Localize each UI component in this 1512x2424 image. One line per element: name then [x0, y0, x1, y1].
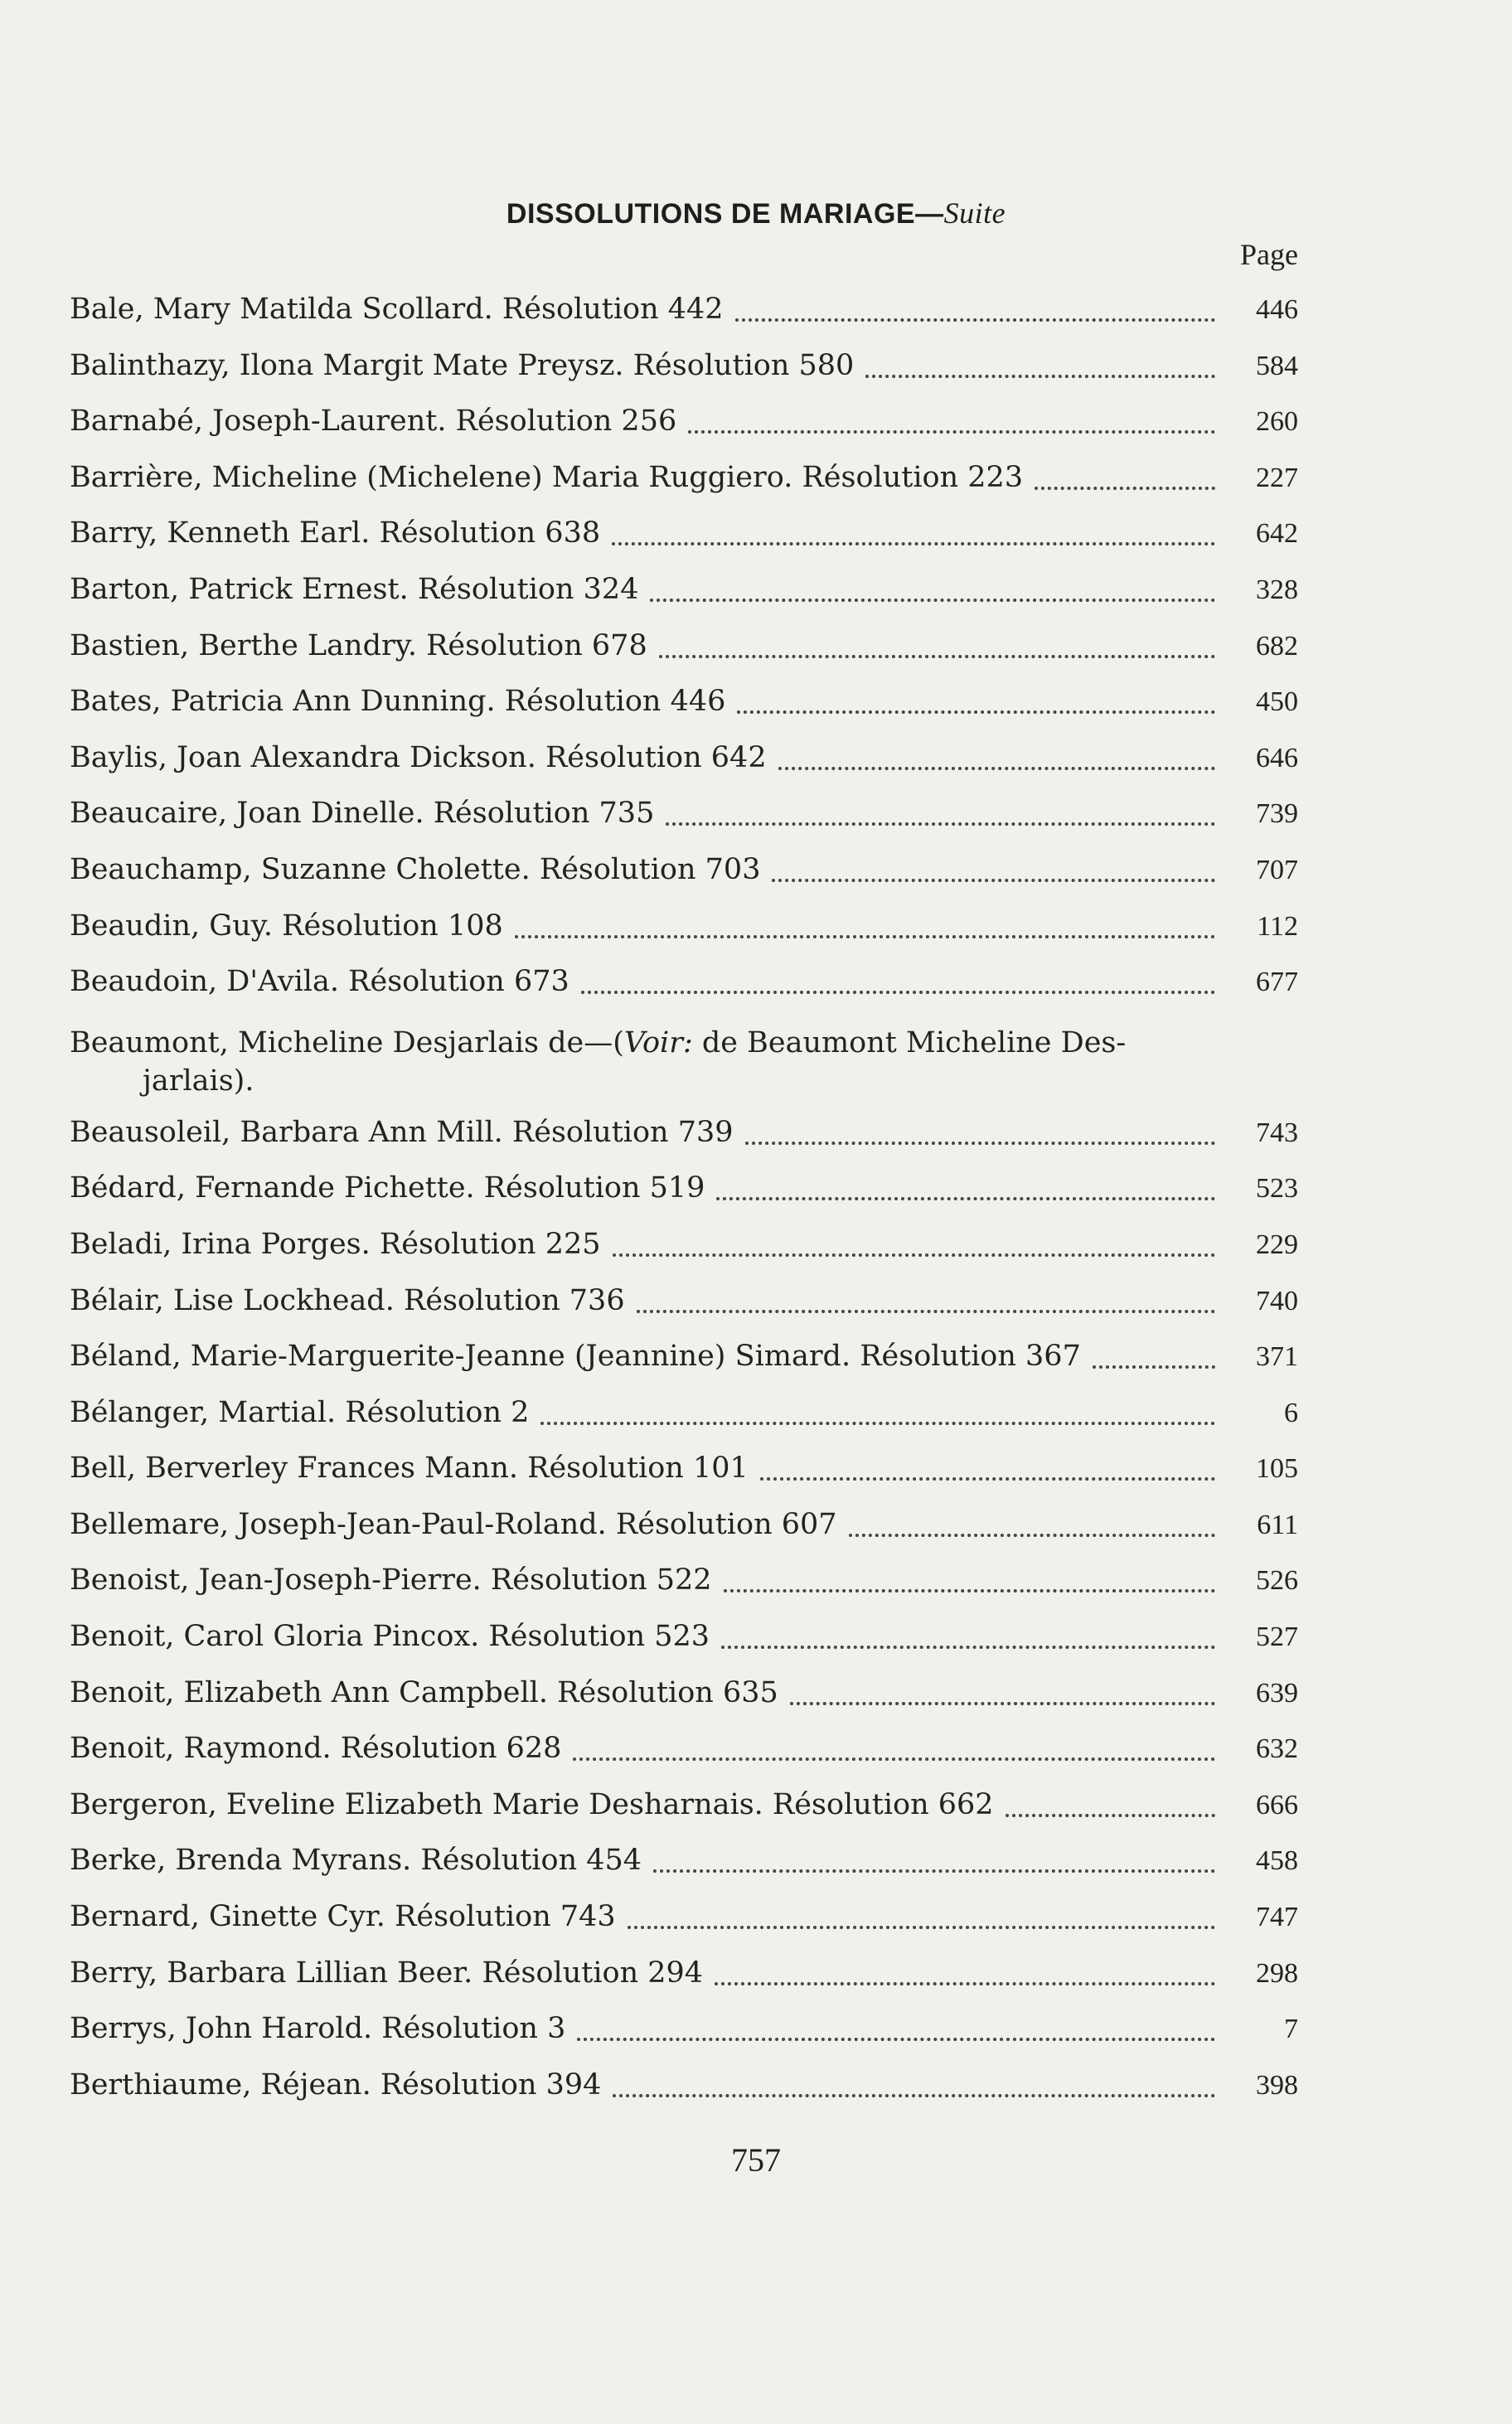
dot-leader: [849, 1497, 1215, 1554]
dot-leader: [515, 899, 1215, 955]
entry-page-number: 682: [1256, 630, 1298, 662]
entry-text: Barrière, Micheline (Michelene) Maria Ruggiero. Résolution 223: [70, 460, 1024, 494]
entry-page-number: 527: [1256, 1622, 1298, 1653]
entry-text: Balinthazy, Ilona Margit Mate Preysz. Résolution 580: [70, 348, 855, 382]
index-entry: [70, 2001, 1298, 2058]
entry-page-number: 526: [1256, 1565, 1298, 1597]
entry-text: Bergeron, Eveline Elizabeth Marie Desharnais. Résolution 662: [70, 1787, 994, 1821]
index-entry: [70, 1105, 1298, 1161]
dot-leader: [628, 1889, 1215, 1946]
entry-page-number: 666: [1256, 1789, 1298, 1820]
entry-page-number: 642: [1256, 518, 1298, 550]
entry-text: Barnabé, Joseph-Laurent. Résolution 256: [70, 405, 677, 439]
dot-leader: [581, 954, 1215, 1011]
entry-text: Berry, Barbara Lillian Beer. Résolution 294: [70, 1956, 704, 1990]
entry-page-number: 450: [1256, 686, 1298, 718]
index-entry: [70, 1777, 1298, 1834]
dot-leader: [612, 506, 1215, 562]
index-entry: [70, 394, 1298, 450]
entry-text: Barry, Kenneth Earl. Résolution 638: [70, 516, 601, 550]
page-column-label: Page: [1240, 238, 1298, 271]
entry-page-number: 743: [1256, 1117, 1298, 1148]
entry-page-number: 639: [1256, 1677, 1298, 1709]
index-entry: [70, 618, 1298, 675]
dot-leader: [716, 1161, 1215, 1217]
entry-page-number: 584: [1256, 350, 1298, 381]
dot-leader: [688, 394, 1215, 450]
entry-page-number: 707: [1256, 854, 1298, 885]
entry-page-number: 739: [1256, 798, 1298, 830]
entry-page-number: 328: [1256, 574, 1298, 605]
dot-leader: [715, 1946, 1215, 2002]
entry-text: Beladi, Irina Porges. Résolution 225: [70, 1227, 601, 1261]
index-entry: [70, 282, 1298, 338]
entry-page-number: 677: [1256, 967, 1298, 998]
index-entry: [70, 899, 1298, 955]
section-title-suffix: Suite: [943, 196, 1006, 230]
dot-leader: [790, 1665, 1215, 1722]
entry-text: Benoit, Carol Gloria Pincox. Résolution 523: [70, 1620, 710, 1654]
dot-leader: [772, 842, 1215, 899]
cross-reference-end: de Beaumont Micheline Des-: [692, 1025, 1127, 1059]
dot-leader: [724, 1553, 1215, 1609]
index-entry: [70, 1497, 1298, 1554]
index-entry: [70, 450, 1298, 507]
entry-text: Bélanger, Martial. Résolution 2: [70, 1395, 530, 1429]
voir-label: Voir:: [623, 1025, 693, 1059]
entry-text: Bédard, Fernande Pichette. Résolution 519: [70, 1171, 705, 1205]
dot-leader: [653, 1833, 1215, 1889]
dot-leader: [659, 618, 1215, 675]
entry-text: Bates, Patricia Ann Dunning. Résolution 446: [70, 685, 726, 719]
dot-leader: [613, 1217, 1215, 1273]
dot-leader: [650, 562, 1215, 618]
index-entry: [70, 506, 1298, 562]
entry-page-number: 371: [1256, 1341, 1298, 1373]
dot-leader: [760, 1441, 1215, 1497]
dot-leader: [540, 1385, 1215, 1442]
section-title: DISSOLUTIONS DE MARIAGE—: [506, 198, 944, 230]
entry-text: Berthiaume, Réjean. Résolution 394: [70, 2068, 602, 2102]
entry-page-number: 260: [1256, 406, 1298, 438]
entry-text: Bell, Berverley Frances Mann. Résolution 101: [70, 1452, 749, 1486]
section-heading: [0, 196, 1512, 230]
dot-leader: [666, 786, 1215, 842]
entry-page-number: 7: [1284, 2014, 1298, 2045]
dot-leader: [865, 338, 1215, 395]
index-entries: [70, 282, 1298, 2113]
index-entry: [70, 1385, 1298, 1442]
index-entry: [70, 1329, 1298, 1385]
index-entry: [70, 730, 1298, 787]
entry-text: Benoist, Jean-Joseph-Pierre. Résolution 522: [70, 1563, 712, 1597]
index-entry: [70, 1217, 1298, 1273]
index-entry: [70, 338, 1298, 395]
entry-page-number: 611: [1257, 1509, 1298, 1540]
entry-page-number: 112: [1257, 910, 1298, 942]
entry-text: Benoit, Raymond. Résolution 628: [70, 1732, 562, 1766]
entry-text: Baylis, Joan Alexandra Dickson. Résolution 642: [70, 740, 767, 774]
entry-page-number: 646: [1256, 742, 1298, 773]
index-entry: [70, 2058, 1298, 2114]
index-entry: [70, 562, 1298, 618]
index-entry: [70, 786, 1298, 842]
entry-page-number: 446: [1256, 294, 1298, 325]
entry-text: Beaudoin, D'Avila. Résolution 673: [70, 965, 569, 999]
entry-text: Beaucaire, Joan Dinelle. Résolution 735: [70, 797, 655, 831]
cross-reference-line-1: [70, 1024, 1205, 1062]
dot-leader: [778, 730, 1215, 787]
entry-text: Berke, Brenda Myrans. Résolution 454: [70, 1844, 642, 1878]
entry-text: Bastien, Berthe Landry. Résolution 678: [70, 628, 647, 662]
entry-page-number: 458: [1256, 1845, 1298, 1877]
index-entry: [70, 1553, 1298, 1609]
entry-text: Bélair, Lise Lockhead. Résolution 736: [70, 1283, 625, 1317]
dot-leader: [735, 282, 1215, 338]
entry-page-number: 6: [1284, 1397, 1298, 1428]
dot-leader: [721, 1609, 1215, 1665]
cross-reference-start: Beaumont, Micheline Desjarlais de—(: [70, 1025, 624, 1059]
entry-text: Béland, Marie-Marguerite-Jeanne (Jeannine) Simard. Résolution 367: [70, 1340, 1081, 1374]
entry-text: Beausoleil, Barbara Ann Mill. Résolution 739: [70, 1115, 734, 1149]
dot-leader: [1006, 1777, 1215, 1834]
index-entry: [70, 1946, 1298, 2002]
entry-page-number: 298: [1256, 1957, 1298, 1989]
dot-leader: [613, 2058, 1215, 2114]
entry-page-number: 740: [1256, 1285, 1298, 1316]
dot-leader: [637, 1273, 1215, 1330]
entry-text: Benoit, Elizabeth Ann Campbell. Résolution 635: [70, 1675, 778, 1709]
page-number: 757: [731, 2141, 781, 2179]
entry-page-number: 523: [1256, 1173, 1298, 1205]
entry-page-number: 747: [1256, 1902, 1298, 1933]
dot-leader: [577, 2001, 1215, 2058]
index-entry: [70, 1833, 1298, 1889]
index-entry: [70, 1273, 1298, 1330]
entry-page-number: 229: [1256, 1229, 1298, 1260]
entry-page-number: 227: [1256, 462, 1298, 493]
index-entry: [70, 1665, 1298, 1722]
cross-reference-line-2: jarlais).: [143, 1064, 254, 1098]
entry-page-number: 105: [1256, 1453, 1298, 1485]
dot-leader: [1035, 450, 1215, 507]
dot-leader: [737, 674, 1215, 730]
entry-text: Bale, Mary Matilda Scollard. Résolution 442: [70, 293, 724, 326]
dot-leader: [573, 1721, 1215, 1777]
dot-leader: [745, 1105, 1215, 1161]
entry-text: Barton, Patrick Ernest. Résolution 324: [70, 572, 639, 606]
entry-page-number: 398: [1256, 2069, 1298, 2101]
entry-text: Bellemare, Joseph-Jean-Paul-Roland. Résolution 607: [70, 1507, 837, 1541]
index-entry: [70, 674, 1298, 730]
entry-text: Beauchamp, Suzanne Cholette. Résolution 703: [70, 852, 761, 886]
index-entry: [70, 842, 1298, 899]
index-entry: [70, 1161, 1298, 1217]
index-entry: [70, 1889, 1298, 1946]
index-entry: [70, 1609, 1298, 1665]
entry-page-number: 632: [1256, 1733, 1298, 1765]
entry-text: Berrys, John Harold. Résolution 3: [70, 2012, 566, 2046]
index-entry: [70, 1441, 1298, 1497]
cross-reference-entry: [70, 1011, 1298, 1105]
entry-text: Bernard, Ginette Cyr. Résolution 743: [70, 1900, 616, 1934]
index-entry: [70, 1721, 1298, 1777]
entry-text: Beaudin, Guy. Résolution 108: [70, 909, 503, 943]
dot-leader: [1093, 1329, 1215, 1385]
index-entry: [70, 954, 1298, 1011]
